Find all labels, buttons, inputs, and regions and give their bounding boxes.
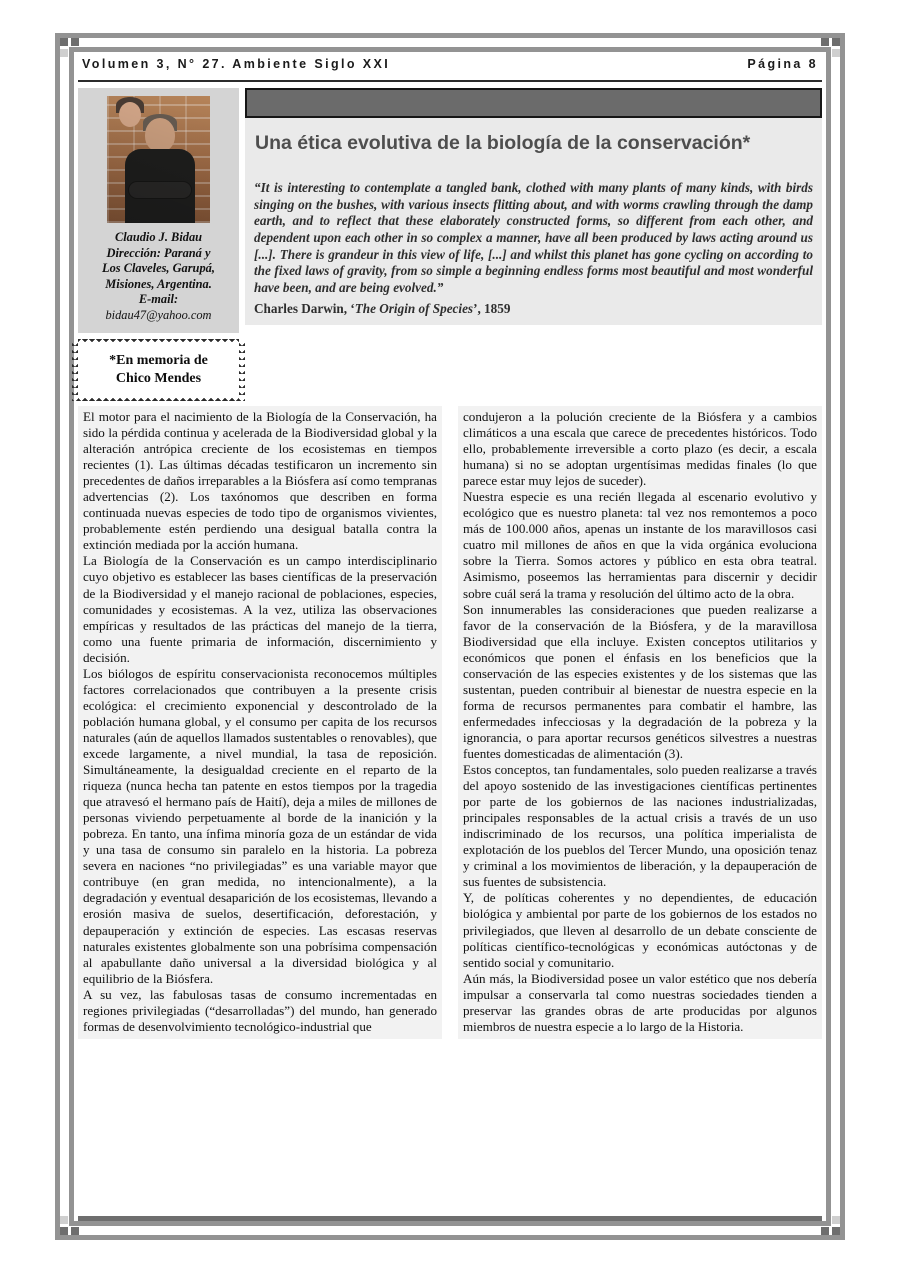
frame-corner-accent-bl-c (60, 1227, 68, 1235)
frame-outer-top-rule (55, 33, 845, 38)
frame-corner-accent-br-c (832, 1227, 840, 1235)
epigraph-work-title: The Origin of Species (354, 301, 474, 317)
paragraph: La Biología de la Conservación es un campo interdisciplinario cuyo objetivo es establecer las bases científicas de la preservación de la Biodiversidad y el manejo racional de poblaciones, especies, comunidades y ecosistemas. A la vez, utiliza las observaciones empíricas y resultados de las prácticas del manejo de la tierra, como una fuente primaria de información, discernimiento y decisión. (83, 553, 437, 665)
memorial-text (82, 352, 235, 388)
author-email-label: E-mail: (138, 292, 179, 306)
frame-corner-accent-tr-c (832, 38, 840, 46)
epigraph-year: ’, 1859 (473, 301, 511, 317)
frame-inner-bottom-rule (69, 1221, 831, 1226)
memorial-line-2: Chico Mendes (115, 371, 202, 386)
paragraph: Aún más, la Biodiversidad posee un valor estético que nos debería impulsar a conservarla tal como nuestras sociedades tienden a preservar las grandes obras de arte producidas por algunos miembros de nuestra especie a lo largo de la Historia. (463, 970, 817, 1034)
article-body (78, 406, 822, 1039)
darwin-epigraph-quote: “It is interesting to contemplate a tangled bank, clothed with many plants of many kinds, with birds singing on the bushes, with various insects flitting about, and with worms crawling through the damp earth, and to reflect that these elaborately constructed forms, so different from each other, and dependent upon each other in so complex a manner, have all been produced by laws acting around us [...]. There is grandeur in this view of life, [...] and whilst this planet has gone cycling on according to the fixed laws of gravity, from so simple a beginning endless forms most beautiful and most wonderful have been, and are being evolved.” (254, 180, 813, 295)
paragraph: Son innumerables las consideraciones que pueden realizarse a favor de la conservación de la Biósfera, y de la maravillosa Biodiversidad que ella incluye. Existen conceptos utilitarios y económicos que ponen el énfasis en los beneficios que la conservación de las especies existentes y de los sistemas que las sustentan, pueden contribuir al bienestar de nuestra especie en la forma de recursos permanentes para combatir el hambre, las enfermedades infecciosas y la degradación de la pobreza y la ignorancia, o para aportar recursos genéticos silvestres a nuestras fuentes domesticadas de alimentación (3). (463, 601, 817, 761)
paragraph: Estos conceptos, tan fundamentales, solo pueden realizarse a través del apoyo sostenido de las investigaciones científicas pertinentes por parte de los gobiernos de las naciones industrializadas, principales responsables de la actual crisis a través de un uso indiscriminado de los recursos, una política imperialista de explotación de los pueblos del Tercer Mundo, una oposición tenaz y criminal a los movimientos de liberación, y la depauperación de sus fuentes de subsistencia. (463, 762, 817, 890)
frame-corner-accent-tr-a (821, 38, 829, 46)
frame-inner-right-rule (826, 47, 831, 1226)
article-title: Una ética evolutiva de la biología de la conservación* (255, 132, 751, 155)
author-email-address: bidau47@yahoo.com (105, 307, 212, 322)
masthead-volume-text: Volumen 3, N° 27. Ambiente Siglo XXI (82, 57, 391, 71)
author-sidebar (78, 88, 239, 395)
page-number-label: Página 8 (747, 57, 818, 71)
frame-corner-accent-tl-b (60, 49, 68, 57)
photo-shading-overlay (107, 96, 210, 223)
author-address-line3: Misiones, Argentina. (105, 276, 212, 291)
paragraph: A su vez, las fabulosas tasas de consumo incrementadas en regiones privilegiadas (“desarrolladas”) del mundo, han generado formas de desenvolvimiento tecnológico-industrial que (83, 986, 437, 1034)
paragraph: Los biólogos de espíritu conservacionista reconocemos múltiples factores correlacionados que contribuyen a la presente crisis ecológica: el crecimiento exponencial y descontrolado de la población humana global, y el consumo per capita de los recursos naturales (aún de aquellos llamados sustentables o renovables), que excede largamente, a nivel mundial, la tasa de reposición. Simultáneamente, la desigualdad creciente en el reparto de la riqueza (nunca hecha tan patente en estos tiempos por la tragedia que atravesó el hermano país de Haití), deja a miles de millones de personas viviendo perpetuamente al borde de la inanición y la pobreza. En tanto, una ínfima minoría goza de un estándar de vida y una tasa de consumo sin paralelo en la historia. La pobreza severa en naciones “no privilegiadas” es una variable mayor que contribuye (en gran medida, no intencionalmente), a la degradación y eventual desaparición de los ecosistemas, llevando a erosión masiva de suelos, desertificación, deforestación, y depauperación y extinción de especies. Las escasas reservas naturales existentes globalmente son una pobrísima compensación al apabullante daño universal a la diversidad biológica y al equilibrio de la Biósfera. (83, 665, 437, 986)
memorial-zigzag-top-border (78, 339, 239, 345)
footer-rule (78, 1216, 822, 1221)
body-column-left (78, 406, 442, 1039)
page-sheet (78, 52, 822, 1218)
frame-inner-left-rule (69, 47, 74, 1226)
body-column-right (458, 406, 822, 1039)
masthead (78, 52, 822, 82)
author-address-line2: Los Claveles, Garupá, (102, 261, 215, 275)
frame-corner-accent-bl-a (71, 1227, 79, 1235)
frame-corner-accent-tl-c (60, 38, 68, 46)
author-details (84, 230, 233, 323)
frame-outer-right-rule (840, 33, 845, 1240)
memorial-zigzag-left-border (72, 339, 78, 401)
frame-corner-accent-bl-b (60, 1216, 68, 1224)
memorial-zigzag-right-border (239, 339, 245, 401)
epigraph-author: Charles Darwin, ‘ (254, 301, 355, 317)
frame-corner-accent-br-b (832, 1216, 840, 1224)
author-name: Claudio J. Bidau (114, 230, 203, 244)
frame-corner-accent-tr-b (832, 49, 840, 57)
paragraph: El motor para el nacimiento de la Biología de la Conservación, ha sido la pérdida continua y acelerada de la Biodiversidad global y la alteración antrópica creciente de los ecosistemas en tiempos recientes (1). Las últimas décadas testificaron un incremento sin precedentes de daños irreparables a la Biósfera así como tempranas advertencias (2). Los taxónomos que describen en forma continuada nuevas especies de todo tipo de organismos vivientes, probablemente estén perdiendo una desigual batalla contra la extinción mediada por la acción humana. (83, 409, 437, 553)
frame-outer-bottom-rule (55, 1235, 845, 1240)
epigraph-attribution (245, 300, 822, 317)
paragraph: Nuestra especie es una recién llegada al escenario evolutivo y ecológico que es nuestro planeta: tal vez nos remontemos a poco más de 100.000 años, apenas un instante de los maravillosos casi cuatro mil millones de años en que la vida orgánica evoluciona sobre la Tierra. Somos actores y público en esta obra teatral. Asimismo, poseemos las herramientas para discernir y decidir sobre cuál será la trama y resolución del último acto de la obra. (463, 489, 817, 601)
memorial-line-1: *En memoria de (109, 353, 208, 368)
author-portrait-photo (107, 96, 210, 223)
memorial-box (78, 345, 239, 395)
headline-decorative-bar (245, 88, 822, 118)
author-card (78, 88, 239, 333)
frame-corner-accent-br-a (821, 1227, 829, 1235)
article-header-block (78, 88, 822, 395)
author-address-line1: Dirección: Paraná y (106, 245, 211, 260)
frame-outer-left-rule (55, 33, 60, 1240)
paragraph: condujeron a la polución creciente de la Biósfera y a cambios climáticos a una escala que carece de precedentes históricos. Todo ello, probablemente irreversible a corto plazo (es decir, a escala humana) si no se adoptan urgentísimas medidas finales (lo que parece estar muy lejos de suceder). (463, 409, 817, 489)
frame-corner-accent-tl-a (71, 38, 79, 46)
paragraph: Y, de políticas coherentes y no dependientes, de educación biológica y ambiental por parte de los gobiernos de los estados no privilegiados, que lleven al desarrollo de un debate consciente de políticas científico-tecnológicas y económicas autóctonas y de sentido social y comunitario. (463, 890, 817, 970)
memorial-zigzag-bottom-border (78, 395, 239, 401)
article-headline-panel (245, 88, 822, 325)
